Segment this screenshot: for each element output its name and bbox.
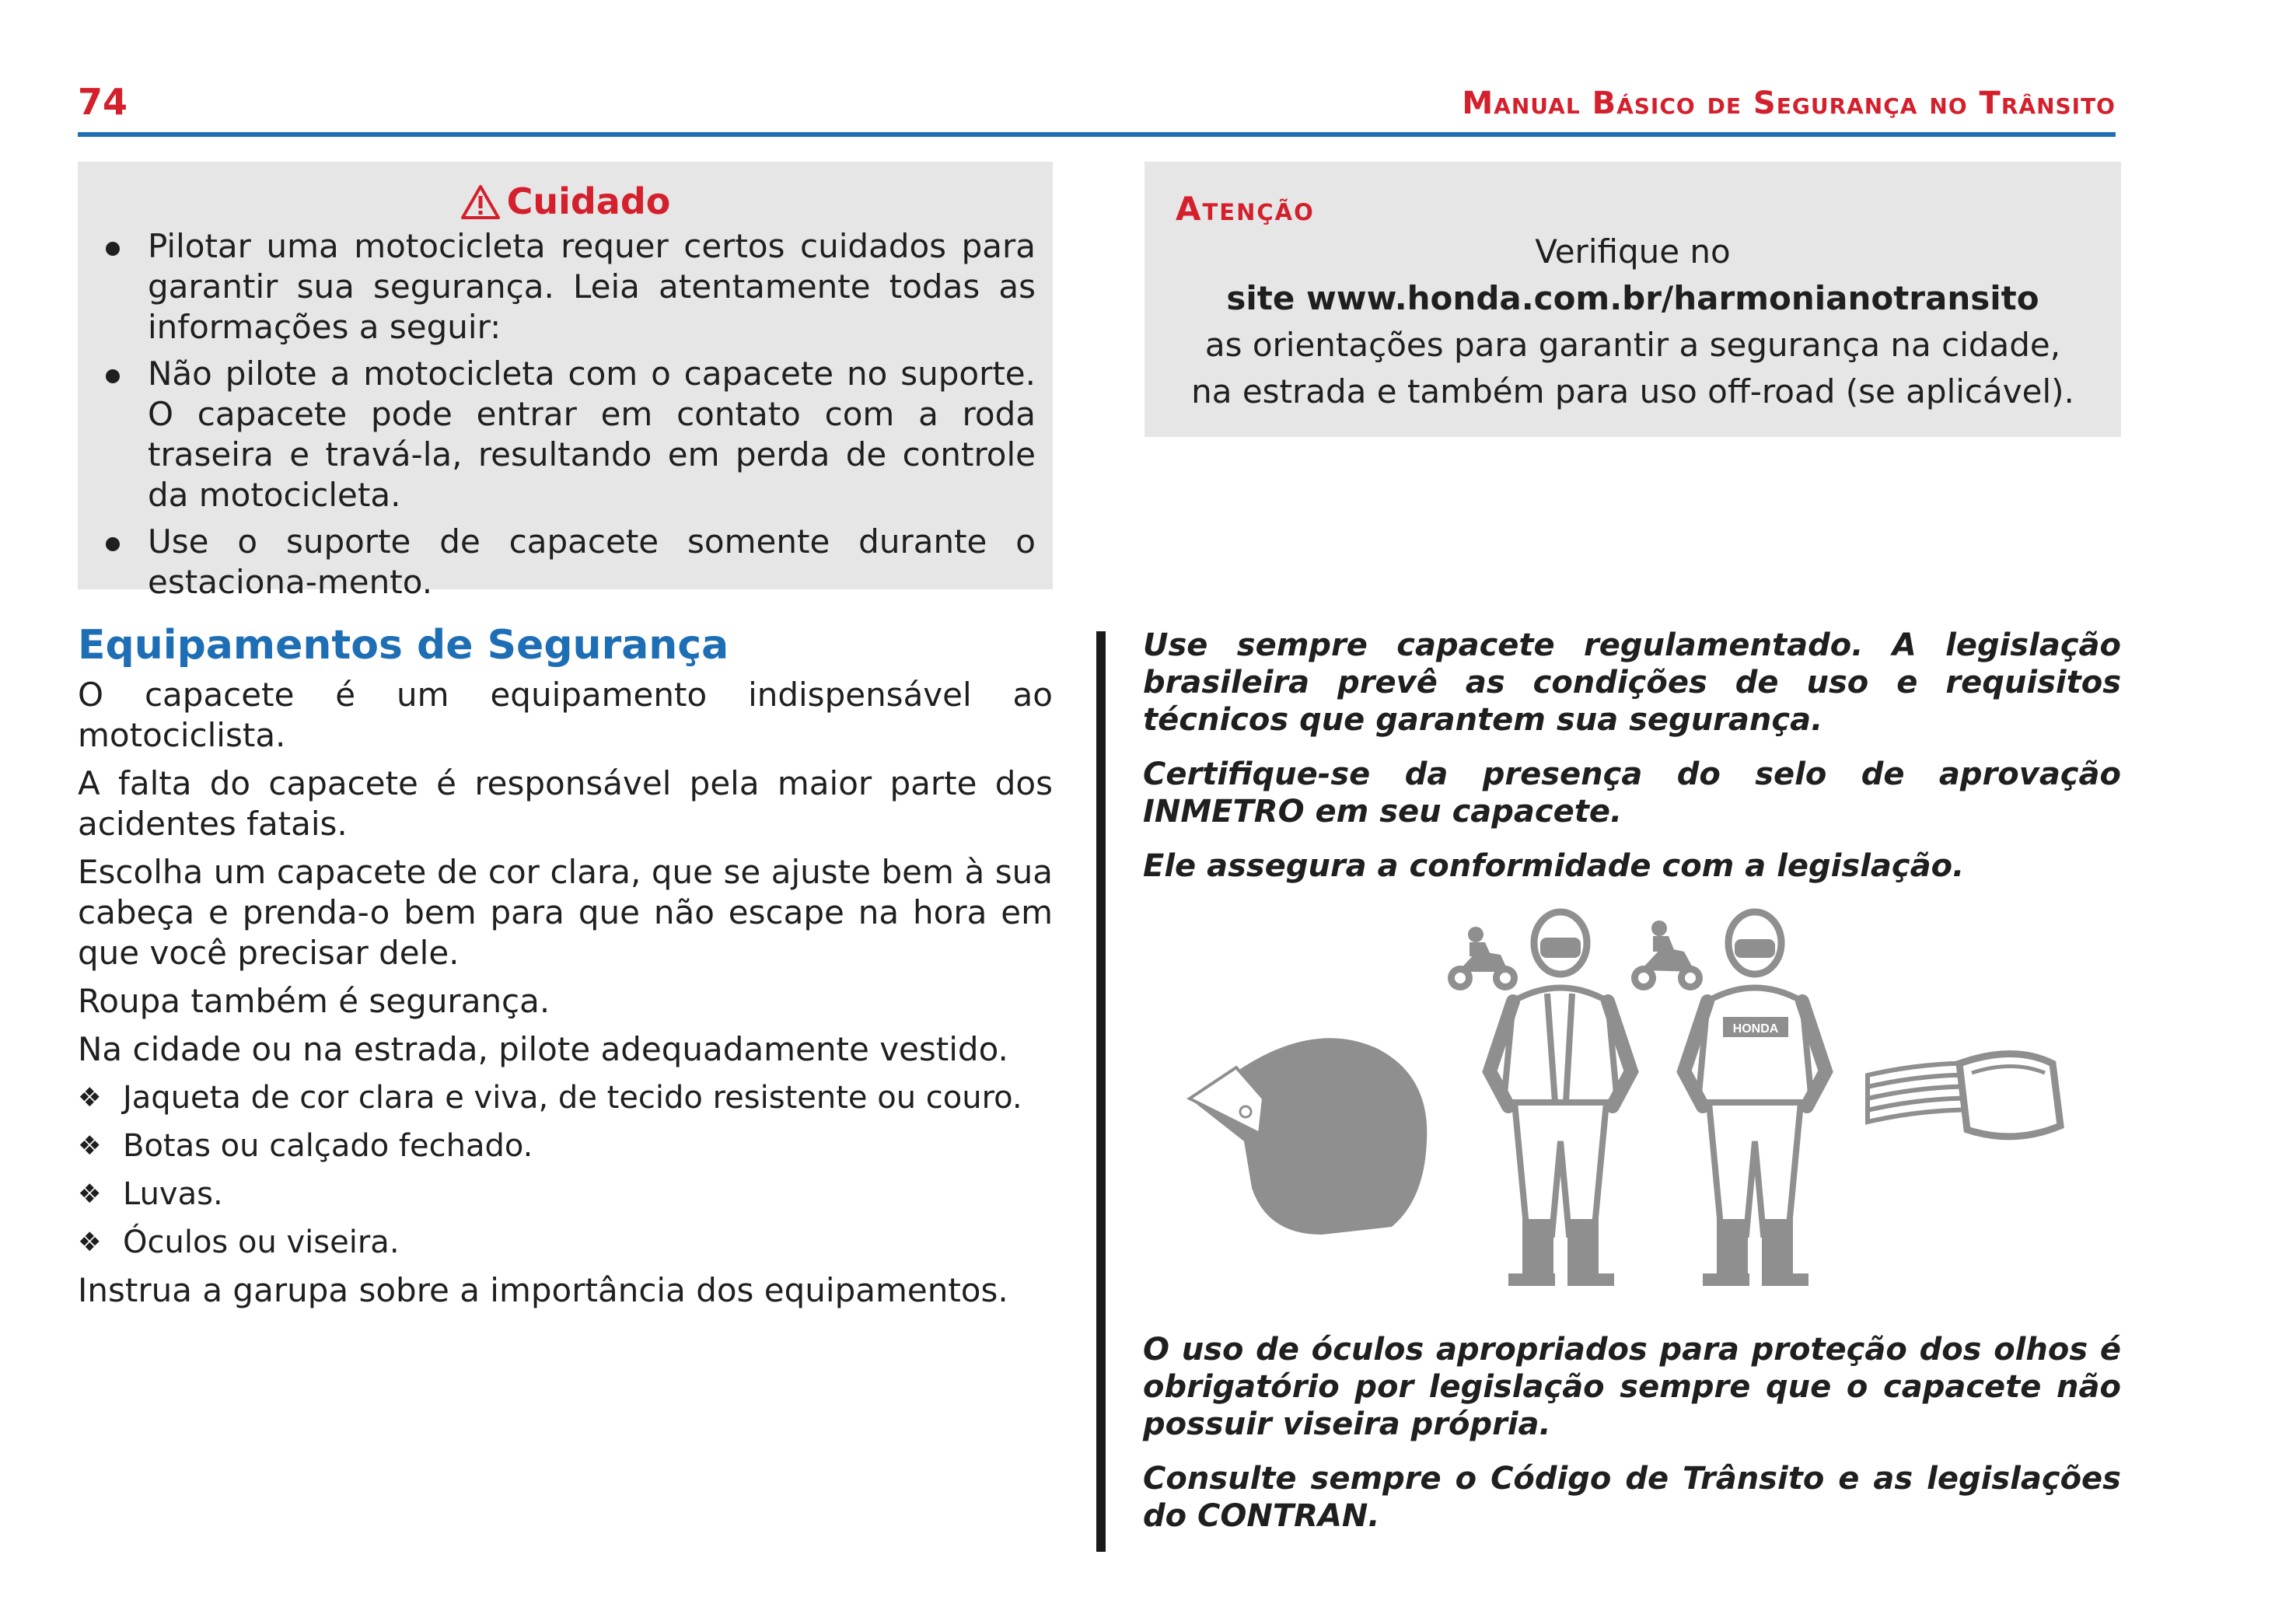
diamond-bullet-icon: ❖	[78, 1130, 102, 1162]
body-paragraph: Na cidade ou na estrada, pilote adequadamente vestido.	[78, 1030, 1008, 1068]
jacket-brand: HONDA	[1732, 1022, 1779, 1036]
page-number: 74	[78, 81, 128, 123]
section-title: Equipamentos de Segurança	[78, 622, 729, 669]
caution-item-text: Use o suporte de capacete somente durante o estaciona-mento.	[148, 522, 1036, 602]
body-paragraph: A falta do capacete é responsável pela maior parte dos acidentes fatais.	[78, 764, 1053, 843]
equipment-text: Óculos ou viseira.	[123, 1224, 400, 1260]
diamond-bullet-icon: ❖	[78, 1227, 102, 1258]
bullet-icon	[106, 369, 120, 383]
legal-paragraph: Use sempre capacete regulamentado. A legislação brasileira prevê as condições de uso e requisitos técnicos que garantem sua segurança.	[1143, 627, 2121, 738]
legal-paragraph: Certifique-se da presença do selo de aprovação INMETRO em seu capacete.	[1143, 756, 2121, 830]
equipment-text: Luvas.	[123, 1176, 223, 1212]
goggles-icon	[1868, 1054, 2060, 1137]
attention-site: site www.honda.com.br/harmonianotransito	[1226, 279, 2039, 318]
caution-list	[95, 226, 1036, 603]
sidebar-rule	[1096, 631, 1106, 1552]
list-item	[78, 1222, 1053, 1263]
legal-paragraph: Consulte sempre o Código de Trânsito e as legislações do CONTRAN.	[1143, 1461, 2121, 1534]
attention-line: Verifique no	[1535, 232, 1731, 271]
attention-box	[1145, 162, 2121, 437]
caution-item-text: Não pilote a motocicleta com o capacete no suporte. O capacete pode entrar em contato com a roda traseira e travá-la, resultando em perda de controle da motocicleta.	[148, 355, 1036, 515]
caution-item-text: Pilotar uma motocicleta requer certos cuidados para garantir sua segurança. Leia atentamente todas as informações a seguir:	[148, 227, 1036, 347]
legal-notes-top	[1143, 627, 2121, 902]
motorcycle-icon	[1448, 927, 1518, 990]
safety-equipment-illustration	[1143, 908, 2121, 1297]
attention-line: na estrada e também para uso off-road (se aplicável).	[1191, 372, 2074, 411]
list-item	[95, 354, 1036, 515]
list-item	[78, 1126, 1053, 1166]
section-body	[78, 675, 1053, 1319]
motorcycle-icon	[1631, 921, 1703, 990]
diamond-bullet-icon: ❖	[78, 1082, 102, 1113]
list-item	[78, 1078, 1053, 1118]
body-paragraph: O capacete é um equipamento indispensável ao motociclista.	[78, 676, 1053, 754]
legal-paragraph: O uso de óculos apropriados para proteção dos olhos é obrigatório por legislação sempre que o capacete não possuir viseira própria.	[1143, 1332, 2121, 1442]
legal-notes-bottom	[1143, 1331, 2121, 1552]
diamond-bullet-icon: ❖	[78, 1179, 102, 1210]
caution-heading	[95, 180, 1036, 223]
manual-title: Manual Básico de Segurança no Trânsito	[1462, 86, 2116, 121]
rider-figure	[1684, 912, 1826, 1286]
attention-title: Atenção	[1176, 190, 1315, 228]
legal-paragraph: Ele assegura a conformidade com a legislação.	[1143, 848, 1965, 884]
body-paragraph: Instrua a garupa sobre a importância dos equipamentos.	[78, 1271, 1008, 1309]
attention-line: as orientações para garantir a segurança na cidade,	[1204, 326, 2061, 365]
list-item	[95, 522, 1036, 603]
body-paragraph: Escolha um capacete de cor clara, que se ajuste bem à sua cabeça e prenda-o bem para que não escape na hora em que você precisar dele.	[78, 853, 1053, 972]
header-divider	[78, 132, 2116, 137]
warning-icon	[460, 184, 501, 220]
bullet-icon	[106, 537, 120, 551]
equipment-text: Botas ou calçado fechado.	[123, 1128, 533, 1164]
bullet-icon	[106, 242, 120, 256]
caution-title: Cuidado	[506, 180, 671, 222]
list-item	[78, 1174, 1053, 1214]
caution-box	[78, 162, 1053, 602]
equipment-list	[78, 1078, 1053, 1263]
equipment-text: Jaqueta de cor clara e viva, de tecido resistente ou couro.	[123, 1080, 1022, 1116]
body-paragraph: Roupa também é segurança.	[78, 982, 550, 1020]
helmet-icon	[1190, 1038, 1427, 1235]
list-item	[95, 226, 1036, 348]
